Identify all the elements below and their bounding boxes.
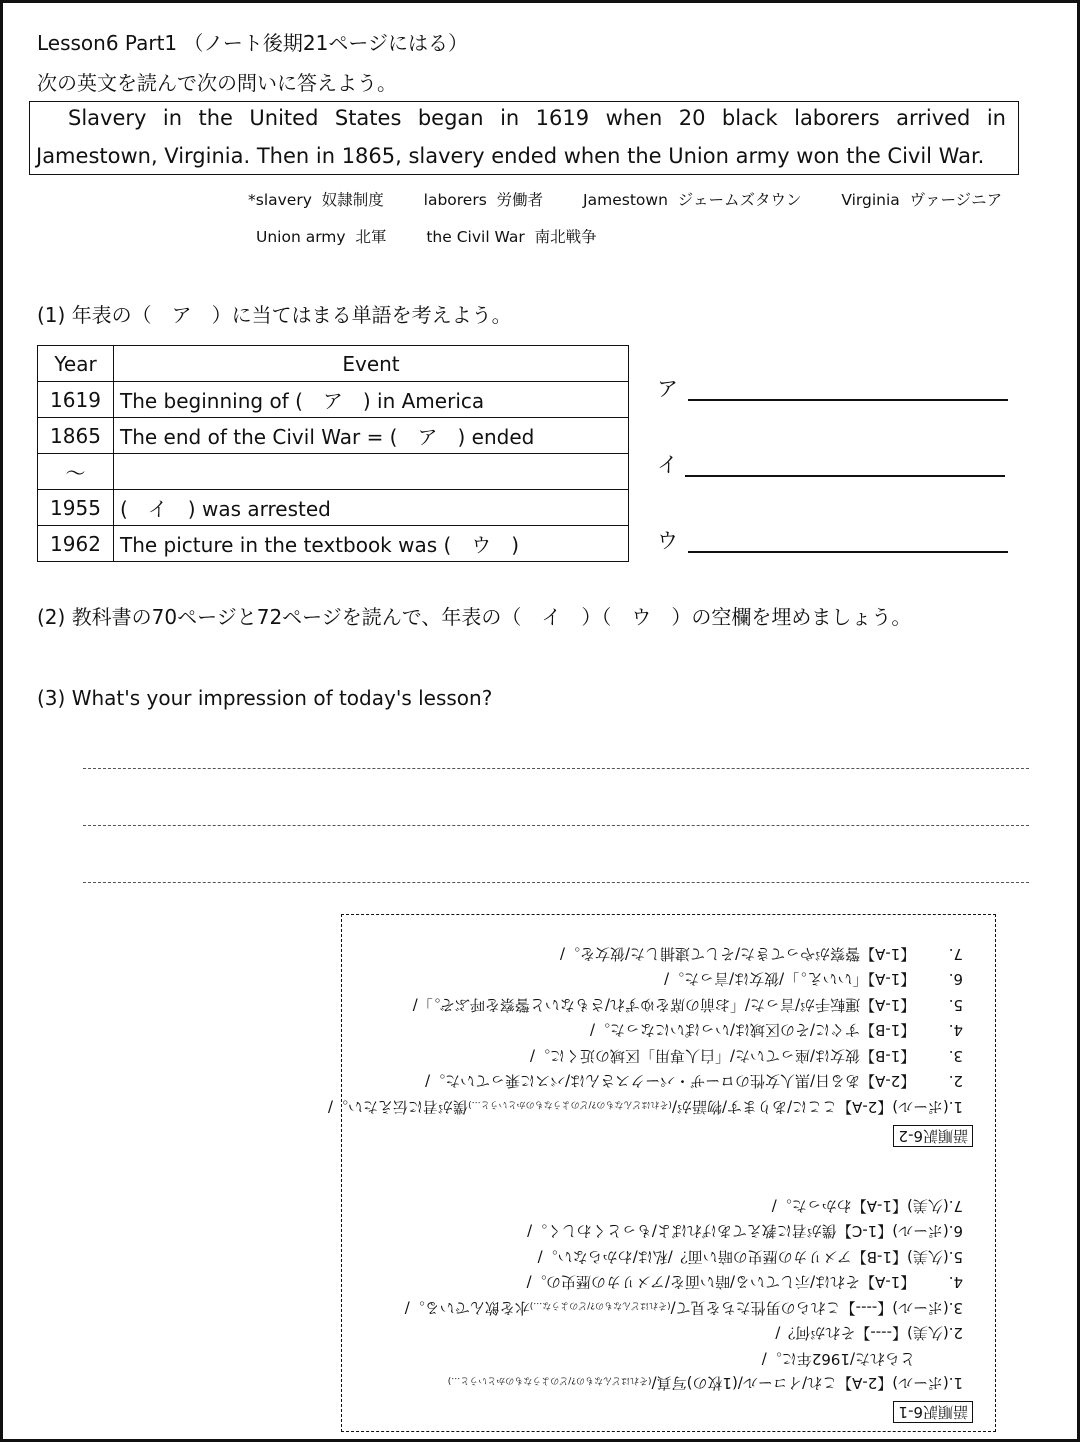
list-item [527, 1272, 964, 1292]
list-item [425, 1071, 963, 1091]
header-year: Year [38, 346, 114, 382]
impression-line-1[interactable] [83, 768, 1029, 769]
table-row [38, 418, 629, 454]
passage-line-1: Slavery in the United States began in 1619 when 20 black laborers arrived in [68, 106, 1006, 130]
line-speaker: (久美) [906, 1324, 949, 1342]
answer-line-i[interactable] [685, 475, 1005, 477]
passage-box [29, 101, 1019, 175]
line-text: 【1-C】僕が君に教えてあげればよ/もっとくわしく。/ [527, 1222, 893, 1240]
impression-line-3[interactable] [83, 882, 1029, 883]
list-item [590, 1020, 963, 1040]
line-text: 【2-A】これ/イコール/(1枚の)写真/ [651, 1374, 893, 1392]
glossary-meaning: ジェームズタウン [677, 191, 802, 209]
list-item [560, 944, 963, 964]
glossary-term: Union army [256, 228, 346, 246]
line-speaker: (ポール) [892, 1222, 949, 1240]
glossary-meaning: 南北戦争 [534, 228, 597, 246]
glossary-meaning: 北軍 [355, 228, 387, 246]
glossary-term: Jamestown [583, 191, 668, 209]
line-number: 5. [948, 1248, 963, 1266]
line-text: 【2-A】ある日/黒人女性のローザ・パークスさんは/バスに乗っていた。/ [425, 1072, 916, 1090]
list-item [328, 1094, 963, 1117]
line-number: 7. [948, 945, 963, 963]
line-number: 3. [948, 1047, 963, 1065]
answer-line-u[interactable] [688, 551, 1008, 553]
header-event: Event [114, 346, 629, 382]
line-number: 3. [948, 1299, 963, 1317]
row-year: 1865 [38, 418, 114, 454]
line-speaker: (久美) [906, 1197, 949, 1215]
line-text: 水を飲んでいる。/ [404, 1299, 530, 1317]
glossary-term: *slavery [248, 191, 312, 209]
line-text: 【1-A】警察がやってきた/そして逮捕した/彼女を。/ [559, 945, 916, 963]
list-item [405, 1295, 963, 1318]
glossary-term: laborers [423, 191, 487, 209]
line-text: とられた/1962年に。/ [761, 1350, 915, 1368]
row-year: 1955 [38, 490, 114, 526]
line-number: 5. [948, 996, 963, 1014]
list-item [664, 969, 963, 989]
list-item [448, 1370, 963, 1393]
translation-box [327, 914, 996, 1432]
line-speaker: (久美) [906, 1248, 949, 1266]
glossary-meaning: 奴隷制度 [321, 191, 384, 209]
line-text: 【1-B】彼女は/座っていた/「白人専用」区域の近くに。/ [529, 1047, 916, 1065]
line-text: 【----】それが何？/ [775, 1324, 907, 1342]
line-note: (それはどんなもの?/どのような…) [529, 1300, 671, 1310]
list-item [538, 1247, 963, 1267]
row-event: The beginning of ( ア ) in America [114, 382, 629, 418]
row-event: ( イ ) was arrested [114, 490, 629, 526]
glossary-meaning: ヴァージニア [909, 191, 1003, 209]
timeline-table [37, 345, 629, 562]
line-text: 僕が君に伝えたい。/ [327, 1098, 469, 1116]
row-year: 1619 [38, 382, 114, 418]
list-item [527, 1221, 963, 1241]
section-2-title: 語順訳6-2 [894, 1125, 974, 1147]
answer-label-a: ア [657, 377, 678, 401]
answer-line-a[interactable] [688, 399, 1008, 401]
question-2: (2) 教科書の70ページと72ページを読んで、年表の（ イ ）（ ウ ）の空欄を埋めましょう。 [37, 605, 912, 629]
line-text: 【2-A】ここに/あります/物語が/ [671, 1098, 893, 1116]
line-speaker: (ポール) [892, 1299, 949, 1317]
table-row [38, 526, 629, 562]
impression-line-2[interactable] [83, 825, 1029, 826]
line-number: 4. [948, 1021, 963, 1039]
table-row [38, 490, 629, 526]
line-number: 2. [948, 1324, 963, 1342]
glossary-row-1 [248, 188, 1002, 210]
row-event: The end of the Civil War = ( ア ) ended [114, 418, 629, 454]
section-1-title: 語順訳6-1 [894, 1401, 974, 1423]
line-speaker: (ポール) [892, 1098, 949, 1116]
glossary-meaning: 労働者 [496, 191, 544, 209]
row-event [114, 454, 629, 490]
table-row [38, 382, 629, 418]
line-number: 4. [948, 1273, 963, 1291]
answer-label-i: イ [657, 453, 678, 477]
line-note: (それはどんなもの?/どのようなものかというと…) [447, 1375, 652, 1385]
question-3: (3) What's your impression of today's lesson? [37, 686, 493, 710]
line-text: 【1-A】それは/示している/暗い面を/アメリカの歴史の。/ [526, 1273, 916, 1291]
line-number: 6. [948, 970, 963, 988]
row-event: The picture in the textbook was ( ウ ) [114, 526, 629, 562]
question-1: (1) 年表の（ ア ）に当てはまる単語を考えよう。 [37, 303, 512, 327]
glossary-term: Virginia [841, 191, 900, 209]
line-text: 【1-A】わかった。/ [771, 1197, 907, 1215]
row-year: ～ [38, 454, 114, 490]
line-number: 7. [948, 1197, 963, 1215]
list-item [530, 1046, 963, 1066]
lesson-title: Lesson6 Part1 （ノート後期21ページにはる） [37, 31, 468, 55]
line-number: 2. [948, 1072, 963, 1090]
line-number: 1. [948, 1374, 963, 1392]
translation-rotated [327, 915, 995, 1431]
glossary-row-2 [256, 225, 597, 247]
table-header-row [38, 346, 629, 382]
line-text: 【----】これらの男性たちを見て/ [670, 1299, 893, 1317]
answer-label-u: ウ [657, 529, 678, 553]
instruction-text: 次の英文を読んで次の問いに答えよう。 [37, 71, 397, 95]
line-speaker: (ポール) [892, 1374, 949, 1392]
list-item [775, 1323, 963, 1343]
line-text: 【1-A】運転手が/言った/「お前の席をゆずれ/さもないと警察を呼ぶぞ。」/ [412, 996, 916, 1014]
line-text: 【1-A】「いいえ。」/彼女は/言った。/ [664, 970, 916, 988]
glossary-term: the Civil War [426, 228, 525, 246]
table-row [38, 454, 629, 490]
list-item [413, 995, 963, 1015]
line-text: 【1-B】アメリカの歴史の暗い面？/私は/わからない。/ [537, 1248, 907, 1266]
line-text: 【1-B】すぐに/その区域は/いっぱいになった。/ [589, 1021, 916, 1039]
line-number: 1. [948, 1098, 963, 1116]
line-note: (それはどんなもの?/どのようなものかというと…) [468, 1099, 672, 1109]
row-year: 1962 [38, 526, 114, 562]
list-item [762, 1349, 915, 1369]
passage-line-2: Jamestown, Virginia. Then in 1865, slavery ended when the Union army won the Civil War. [36, 144, 985, 168]
list-item [772, 1196, 963, 1216]
line-number: 6. [948, 1222, 963, 1240]
